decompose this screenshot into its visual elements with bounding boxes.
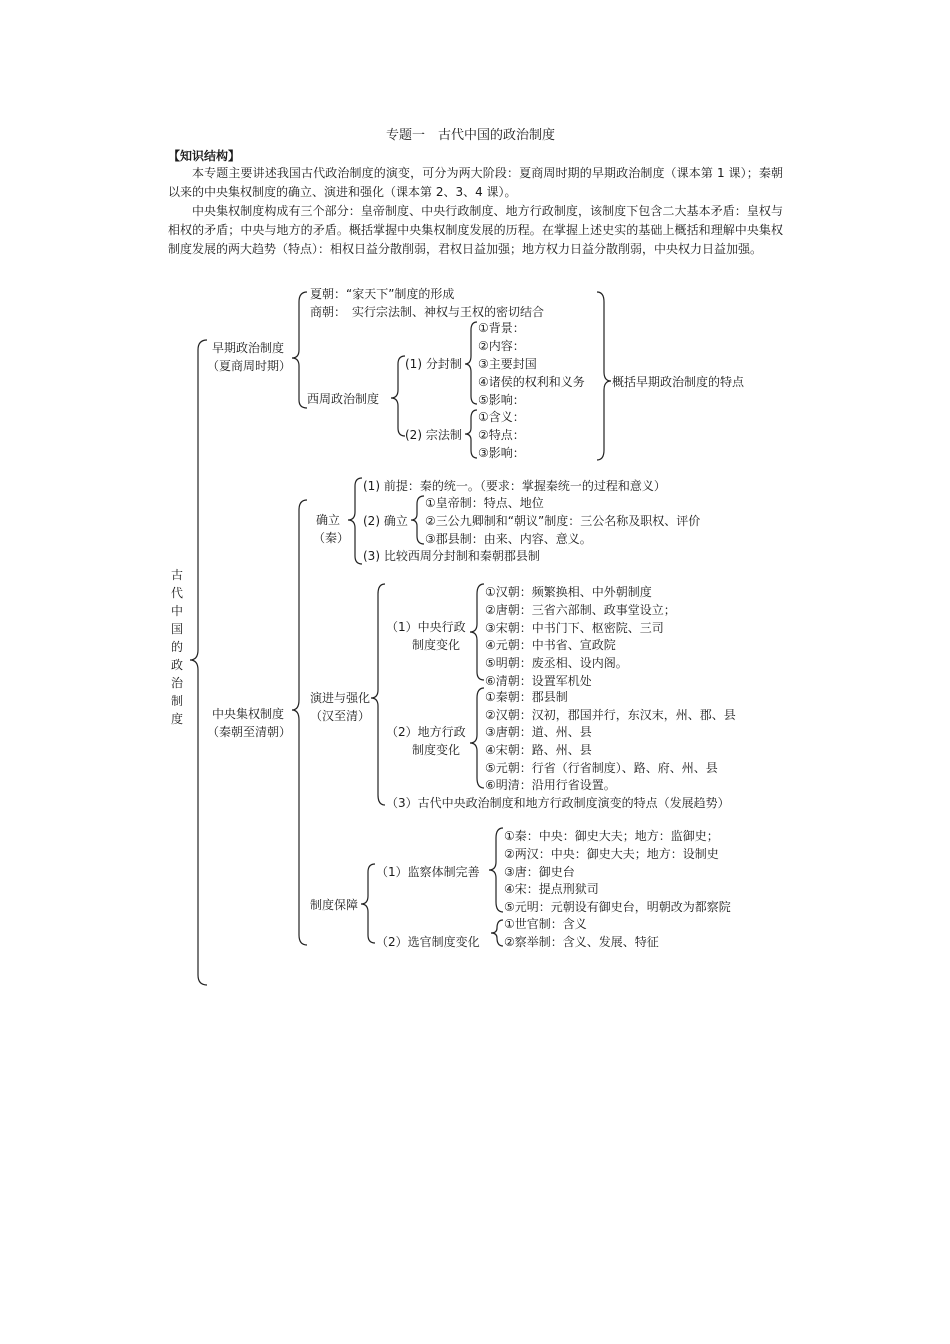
jiancha-item: ③唐：御史台 [504, 865, 575, 879]
zongfa-item: ①含义： [478, 410, 525, 424]
queli-premise: (1) 前提：秦的统一。（要求：掌握秦统一的过程和意义） [363, 479, 666, 493]
brace-jiancha [489, 828, 503, 912]
zhongyang-item: ④元朝：中书省、宣政院 [485, 638, 616, 652]
zhongyang-item: ②唐朝：三省六部制、政事堂设立； [485, 603, 676, 617]
yanjin-period: （汉至清） [310, 709, 371, 723]
zhongyang-node: （1）中央行政 [386, 620, 466, 634]
queli-establish: (2) 确立 [363, 514, 408, 528]
zongfa-node: (2) 宗法制 [405, 428, 462, 442]
early-period: （夏商周时期） [207, 359, 292, 373]
jiancha-item: ⑤元明：元朝设有御史台，明朝改为都察院 [504, 900, 731, 914]
fenfeng-item: ③主要封国 [478, 357, 537, 371]
brace-fenfeng [465, 322, 477, 404]
fenfeng-node: (1) 分封制 [405, 357, 462, 371]
difang-item: ④宋朝：路、州、县 [485, 743, 592, 757]
brace-difang [470, 688, 484, 788]
yanjin-trend: （3）古代中央政治制度和地方行政制度演变的特点（发展趋势） [386, 796, 730, 810]
queli-item: ③郡县制：由来、内容、意义。 [425, 532, 592, 546]
brace-early [292, 292, 307, 408]
early-summary: 概括早期政治制度的特点 [612, 375, 745, 389]
shang-node: 商朝： 实行宗法制、神权与王权的密切结合 [310, 305, 545, 319]
brace-queli [348, 478, 362, 564]
brace-xuanguan [491, 920, 503, 946]
section-heading: 【知识结构】 [168, 149, 241, 163]
jiancha-item: ②两汉：中央：御史大夫；地方：设制史 [504, 847, 719, 861]
xuanguan-item: ①世官制：含义 [504, 917, 587, 931]
central-period: （秦朝至清朝） [207, 725, 292, 739]
difang-node: （2）地方行政 [386, 725, 466, 739]
brace-early-right [597, 292, 611, 460]
difang-item: ⑥明清：沿用行省设置。 [485, 778, 616, 792]
zhongyang-item: ①汉朝：频繁换相、中外朝制度 [485, 585, 652, 599]
queli-node: 确立 [316, 513, 341, 527]
queli-item: ①皇帝制：特点、地位 [425, 496, 544, 510]
zhongyang-item: ③宋朝：中书门下、枢密院、三司 [485, 621, 664, 635]
jiancha-item: ④宋：提点刑狱司 [504, 882, 599, 896]
brace-zongfa [465, 410, 477, 458]
zongfa-item: ②特点： [478, 428, 525, 442]
brace-central [292, 500, 307, 945]
early-label: 早期政治制度 [212, 341, 285, 355]
brace-zhongyang [470, 584, 484, 680]
queli-period: （秦） [313, 531, 350, 545]
fenfeng-item: ②内容： [478, 339, 525, 353]
baozhang-node: 制度保障 [310, 898, 359, 912]
brace-baozhang [361, 864, 375, 943]
zhongyang-node-2: 制度变化 [412, 638, 461, 652]
difang-item: ②汉朝：汉初，郡国并行，东汉末，州、郡、县 [485, 708, 736, 722]
intro-paragraph-2: 中央集权制度构成有三个部分：皇帝制度、中央行政制度、地方行政制度，该制度下包含二大基本矛盾：皇权与相权的矛盾；中央与地方的矛盾。概括掌握中央集权制度发展的历程。在掌握上述史实的基础上概括和理解中央集权制度发展的两大趋势（特点）：相权日益分散削弱，君权日益加强；地方权力日益分散削弱，中央权力日益加强。 [168, 204, 783, 256]
fenfeng-item: ④诸侯的权利和义务 [478, 375, 585, 389]
fenfeng-item: ①背景： [478, 321, 525, 335]
xizhou-node: 西周政治制度 [307, 392, 380, 406]
zhongyang-item: ⑤明朝：废丞相、设内阁。 [485, 656, 628, 670]
difang-item: ③唐朝：道、州、县 [485, 725, 592, 739]
zhongyang-item: ⑥清朝：设置军机处 [485, 674, 592, 688]
queli-item: ②三公九卿制和“朝议”制度：三公名称及职权、评价 [425, 514, 701, 528]
zongfa-item: ③影响： [478, 446, 525, 460]
brace-root [190, 340, 207, 985]
xuanguan-node: （2）选官制度变化 [376, 935, 480, 949]
queli-compare: (3) 比较西周分封制和秦朝郡县制 [363, 549, 540, 563]
difang-item: ⑤元朝：行省（行省制度）、路、府、州、县 [485, 761, 718, 775]
central-label: 中央集权制度 [212, 707, 285, 721]
root-node: 古代中国的政治制度 [170, 568, 183, 726]
yanjin-node: 演进与强化 [310, 691, 371, 705]
fenfeng-item: ⑤影响： [478, 393, 525, 407]
brace-xizhou [391, 356, 405, 436]
xia-node: 夏朝：“家天下”制度的形成 [310, 287, 455, 301]
difang-node-2: 制度变化 [412, 743, 461, 757]
brace-queli2 [411, 496, 424, 544]
brace-yanjin [371, 584, 385, 805]
jiancha-item: ①秦：中央：御史大夫；地方：监御史； [504, 829, 719, 843]
page-title: 专题一 古代中国的政治制度 [386, 128, 556, 143]
difang-item: ①秦朝：郡县制 [485, 690, 568, 704]
intro-paragraph-1: 本专题主要讲述我国古代政治制度的演变，可分为两大阶段：夏商周时期的早期政治制度（课本第 1 课）；秦朝以来的中央集权制度的确立、演进和强化（课本第 2、3、4 课）。 [168, 166, 783, 199]
xuanguan-item: ②察举制：含义、发展、特征 [504, 935, 659, 949]
jiancha-node: （1）监察体制完善 [376, 865, 480, 879]
